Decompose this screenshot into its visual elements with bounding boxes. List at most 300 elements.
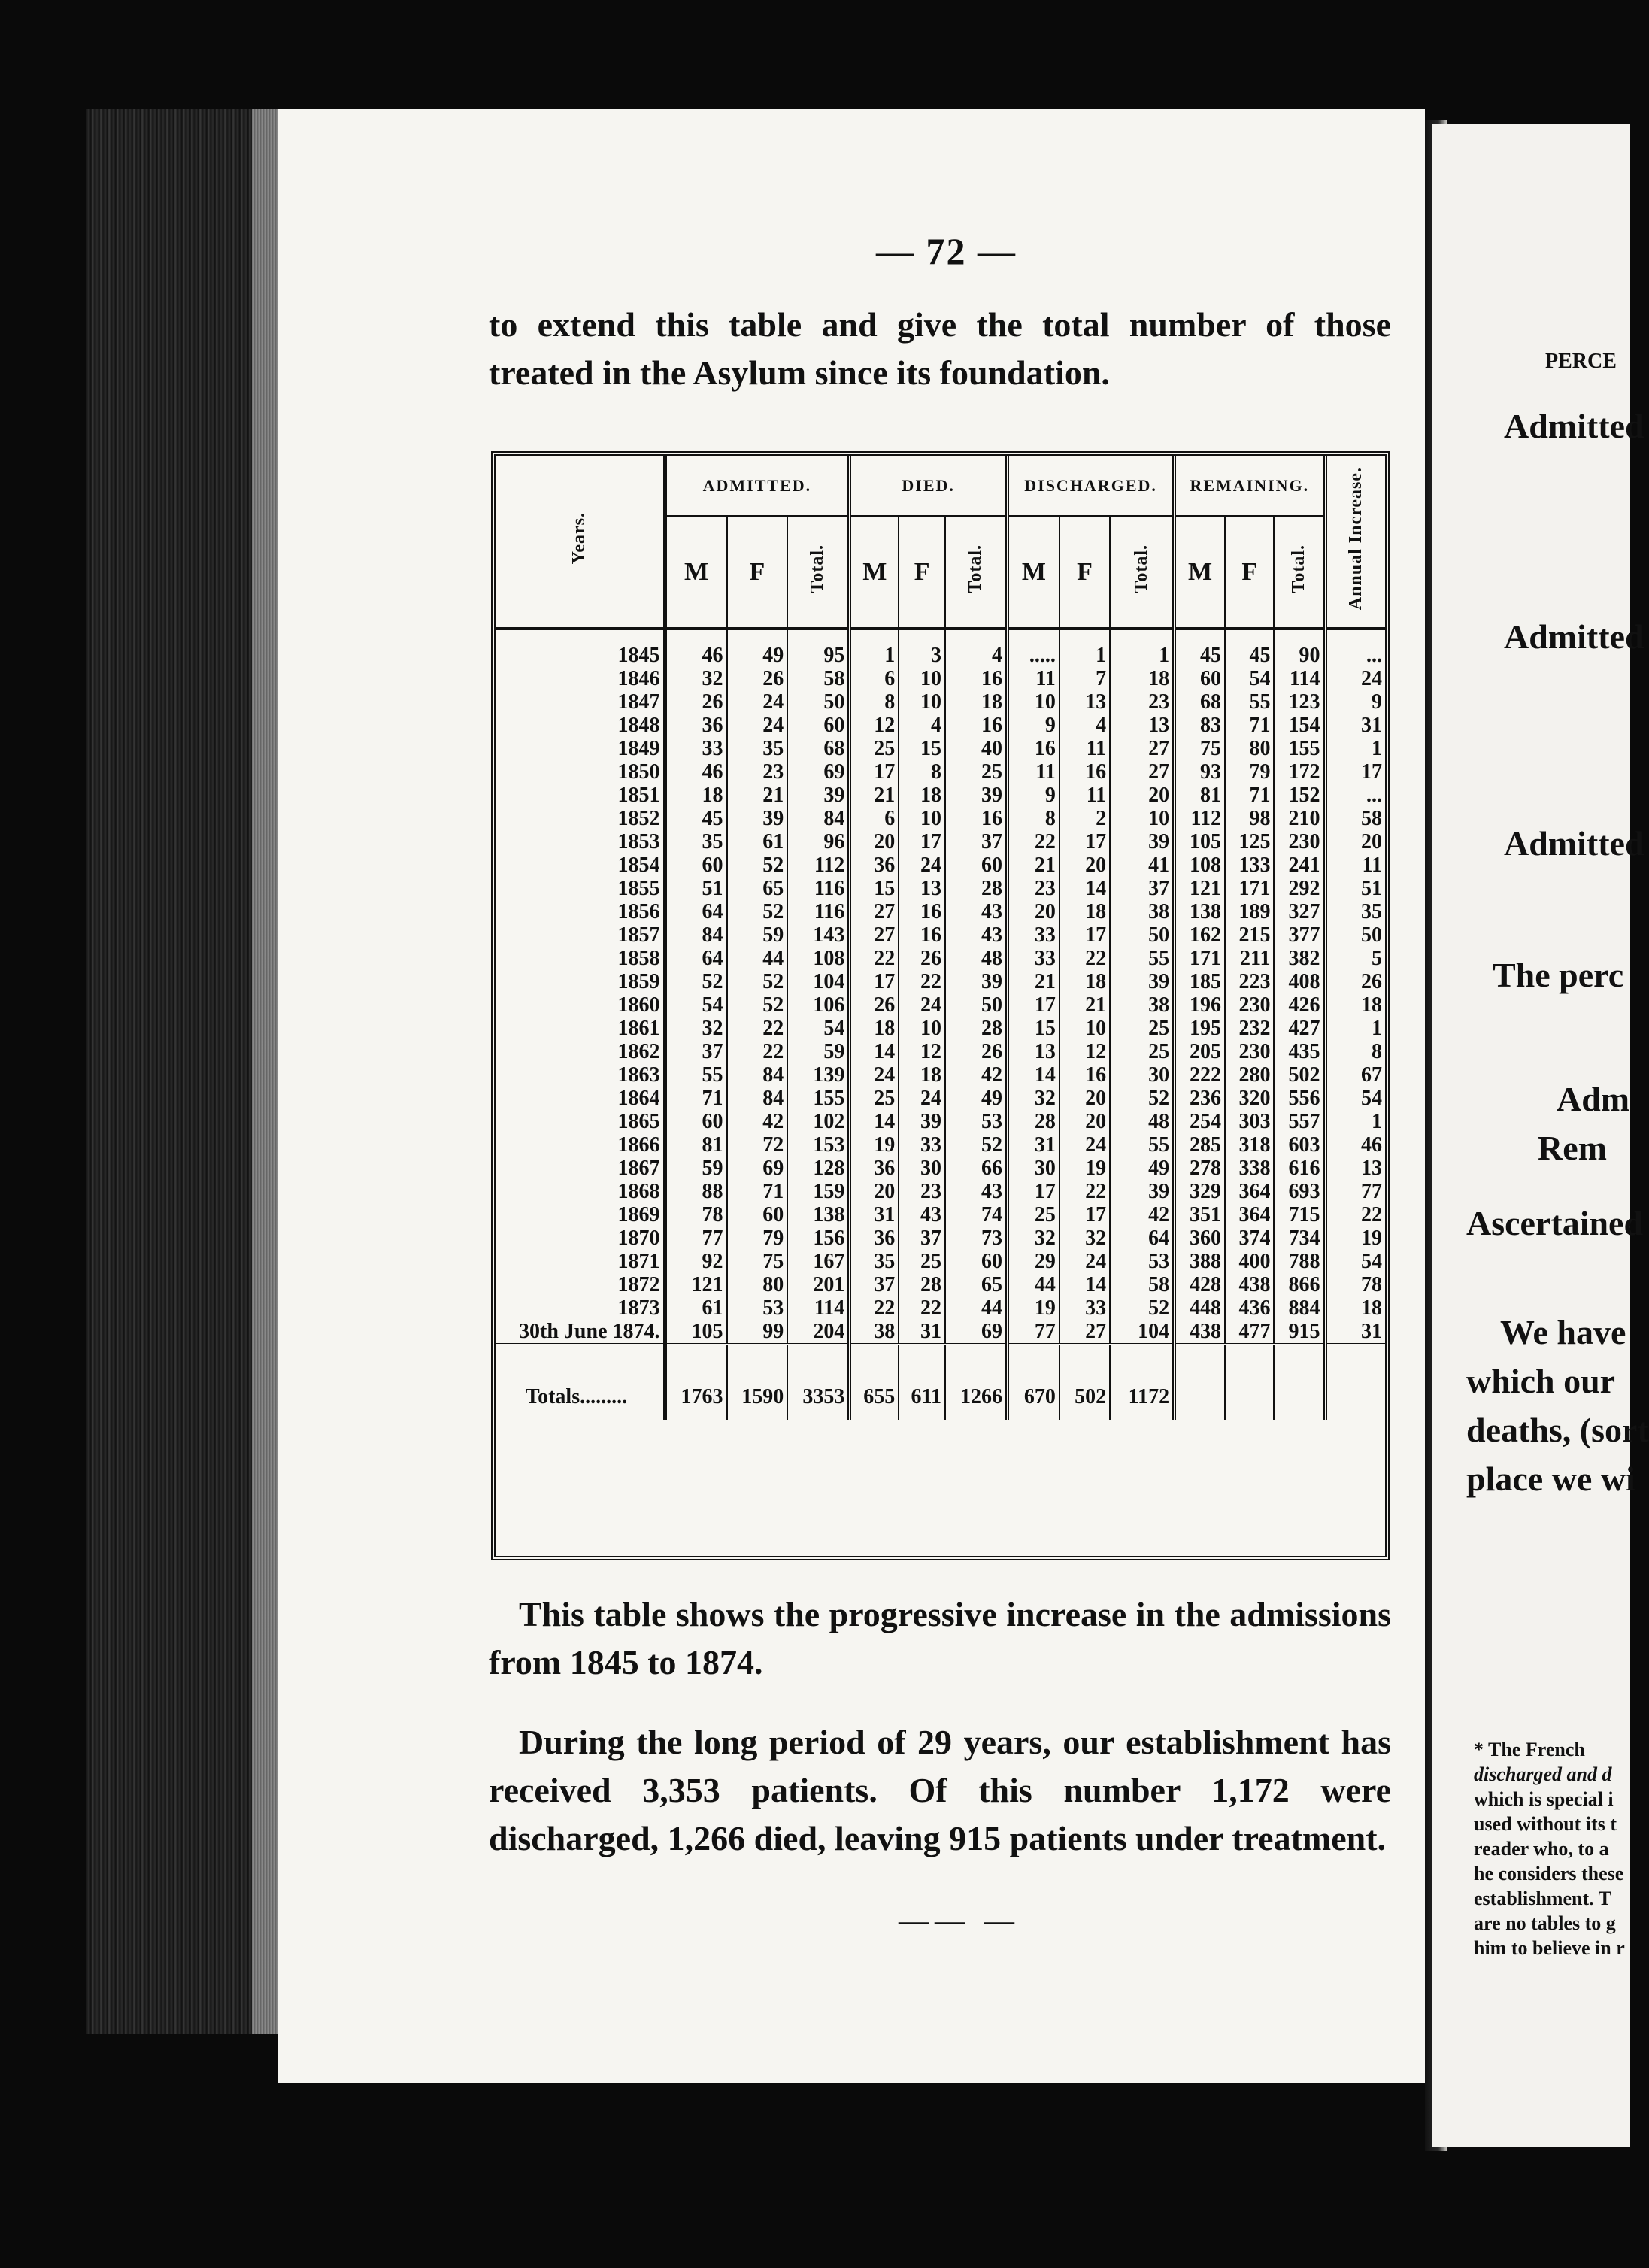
value-cell: 25 — [899, 1250, 945, 1273]
value-cell: 55 — [1225, 690, 1274, 714]
value-cell: 37 — [850, 1273, 899, 1296]
value-cell: 42 — [727, 1110, 788, 1133]
value-cell: 74 — [945, 1203, 1008, 1226]
value-cell: 16 — [899, 923, 945, 947]
year-cell: 1855 — [617, 877, 660, 900]
value-cell: 18 — [945, 690, 1008, 714]
value-cell: 438 — [1175, 1320, 1225, 1345]
value-cell: 78 — [1325, 1273, 1385, 1296]
value-cell: 45 — [665, 807, 727, 830]
value-cell: 23 — [899, 1180, 945, 1203]
value-cell: 20 — [1325, 830, 1385, 854]
value-cell: 448 — [1175, 1296, 1225, 1320]
value-cell: 33 — [899, 1133, 945, 1157]
value-cell: 50 — [787, 690, 850, 714]
value-cell: 106 — [787, 993, 850, 1017]
year-cell: 1868 — [617, 1180, 660, 1203]
table-row — [496, 1063, 1385, 1087]
value-cell: 32 — [1008, 1087, 1059, 1110]
value-cell: 17 — [1008, 993, 1059, 1017]
value-cell: 71 — [1225, 784, 1274, 807]
value-cell: 254 — [1175, 1110, 1225, 1133]
value-cell: 19 — [1008, 1296, 1059, 1320]
value-cell: 159 — [787, 1180, 850, 1203]
value-cell: 8 — [850, 690, 899, 714]
value-cell: 8 — [1325, 1040, 1385, 1063]
value-cell: 50 — [1325, 923, 1385, 947]
value-cell: 189 — [1225, 900, 1274, 923]
value-cell: 61 — [665, 1296, 727, 1320]
year-cell: 1872 — [617, 1273, 660, 1296]
value-cell: 52 — [727, 970, 788, 993]
value-cell: 20 — [1059, 1110, 1110, 1133]
value-cell: 16 — [945, 714, 1008, 737]
year-cell: 1864 — [617, 1087, 660, 1110]
right-page-heading: PERCE — [1545, 350, 1617, 373]
value-cell: 18 — [1059, 970, 1110, 993]
value-cell: 6 — [850, 807, 899, 830]
table-row — [496, 690, 1385, 714]
value-cell: 26 — [945, 1040, 1008, 1063]
value-cell: 36 — [850, 854, 899, 877]
value-cell: 205 — [1175, 1040, 1225, 1063]
value-cell: 11 — [1059, 784, 1110, 807]
table-row — [496, 737, 1385, 760]
value-cell: 77 — [1325, 1180, 1385, 1203]
value-cell: 155 — [1274, 737, 1325, 760]
value-cell: 327 — [1274, 900, 1325, 923]
value-cell: 11 — [1059, 737, 1110, 760]
value-cell: 185 — [1175, 970, 1225, 993]
value-cell: 22 — [1059, 947, 1110, 970]
value-cell: 13 — [1110, 714, 1174, 737]
died-header: DIED. — [850, 456, 1008, 516]
value-cell: 26 — [665, 690, 727, 714]
value-cell: 31 — [899, 1320, 945, 1345]
value-cell: 39 — [1110, 970, 1174, 993]
year-cell: 1861 — [617, 1017, 660, 1040]
year-cell: 1871 — [617, 1250, 660, 1273]
value-cell: 18 — [1110, 667, 1174, 690]
value-cell: 382 — [1274, 947, 1325, 970]
value-cell: 18 — [899, 784, 945, 807]
value-cell: 31 — [1325, 1320, 1385, 1345]
value-cell: 10 — [899, 690, 945, 714]
value-cell: 2 — [1059, 807, 1110, 830]
right-page-line: Ascertained — [1466, 1204, 1644, 1242]
value-cell: 48 — [945, 947, 1008, 970]
value-cell: 39 — [945, 970, 1008, 993]
value-cell: 38 — [850, 1320, 899, 1345]
value-cell: 236 — [1175, 1087, 1225, 1110]
right-page — [1432, 124, 1649, 2147]
value-cell: 4 — [1059, 714, 1110, 737]
value-cell: 84 — [787, 807, 850, 830]
value-cell: 14 — [1059, 1273, 1110, 1296]
value-cell: 50 — [945, 993, 1008, 1017]
value-cell: 39 — [899, 1110, 945, 1133]
year-cell: 1857 — [617, 923, 660, 947]
value-cell: 93 — [1175, 760, 1225, 784]
value-cell: 19 — [1325, 1226, 1385, 1250]
value-cell: 22 — [899, 970, 945, 993]
value-cell: 16 — [945, 807, 1008, 830]
value-cell: 25 — [1110, 1017, 1174, 1040]
value-cell: 98 — [1225, 807, 1274, 830]
value-cell: 54 — [1225, 667, 1274, 690]
value-cell: 31 — [850, 1203, 899, 1226]
admitted-m-header: M — [665, 516, 727, 629]
value-cell: 52 — [1110, 1296, 1174, 1320]
value-cell: 27 — [1059, 1320, 1110, 1345]
value-cell: 139 — [787, 1063, 850, 1087]
value-cell: 81 — [1175, 784, 1225, 807]
value-cell: 241 — [1274, 854, 1325, 877]
value-cell: 10 — [1059, 1017, 1110, 1040]
value-cell: 22 — [1059, 1180, 1110, 1203]
year-cell: 1866 — [617, 1133, 660, 1157]
value-cell: 10 — [1008, 690, 1059, 714]
years-header: Years. — [496, 456, 665, 629]
value-cell: 64 — [1110, 1226, 1174, 1250]
value-cell: 19 — [1059, 1157, 1110, 1180]
year-cell: 1847 — [617, 690, 660, 714]
book-page-edges — [86, 109, 282, 2034]
value-cell: 18 — [850, 1017, 899, 1040]
value-cell: 108 — [1175, 854, 1225, 877]
table-row — [496, 1017, 1385, 1040]
admitted-total-header: Total. — [787, 516, 850, 629]
value-cell: 54 — [665, 993, 727, 1017]
value-cell: 16 — [1059, 760, 1110, 784]
value-cell: 320 — [1225, 1087, 1274, 1110]
value-cell: 18 — [1325, 1296, 1385, 1320]
value-cell: 25 — [1110, 1040, 1174, 1063]
table-row — [496, 629, 1385, 667]
value-cell: 25 — [850, 737, 899, 760]
value-cell: 125 — [1225, 830, 1274, 854]
value-cell: 10 — [899, 1017, 945, 1040]
value-cell: 11 — [1325, 854, 1385, 877]
value-cell: 31 — [1008, 1133, 1059, 1157]
value-cell: 1 — [1325, 737, 1385, 760]
value-cell: 4 — [945, 629, 1008, 667]
value-cell: 58 — [787, 667, 850, 690]
value-cell: 138 — [1175, 900, 1225, 923]
value-cell: 80 — [727, 1273, 788, 1296]
remaining-header: REMAINING. — [1175, 456, 1325, 516]
value-cell: 22 — [727, 1017, 788, 1040]
value-cell: 428 — [1175, 1273, 1225, 1296]
value-cell: 388 — [1175, 1250, 1225, 1273]
value-cell: 17 — [899, 830, 945, 854]
table-row — [496, 1157, 1385, 1180]
remaining-total-header: Total. — [1274, 516, 1325, 629]
table-row — [496, 667, 1385, 690]
year-cell: 1865 — [617, 1110, 660, 1133]
value-cell: 67 — [1325, 1063, 1385, 1087]
value-cell: 351 — [1175, 1203, 1225, 1226]
value-cell: 15 — [1008, 1017, 1059, 1040]
value-cell: 52 — [1110, 1087, 1174, 1110]
value-cell: 24 — [899, 1087, 945, 1110]
value-cell: 7 — [1059, 667, 1110, 690]
admitted-f-header: F — [727, 516, 788, 629]
value-cell: 72 — [727, 1133, 788, 1157]
value-cell: 92 — [665, 1250, 727, 1273]
year-cell: 1853 — [617, 830, 660, 854]
value-cell: 52 — [665, 970, 727, 993]
value-cell: 55 — [1110, 947, 1174, 970]
value-cell — [1325, 1345, 1385, 1420]
value-cell: 408 — [1274, 970, 1325, 993]
value-cell: 11 — [1008, 667, 1059, 690]
table-row — [496, 1226, 1385, 1250]
value-cell: 39 — [1110, 1180, 1174, 1203]
table-row — [496, 784, 1385, 807]
value-cell: 114 — [1274, 667, 1325, 690]
value-cell: 51 — [665, 877, 727, 900]
value-cell: 884 — [1274, 1296, 1325, 1320]
value-cell: 278 — [1175, 1157, 1225, 1180]
value-cell: 49 — [727, 629, 788, 667]
value-cell: 24 — [1059, 1250, 1110, 1273]
value-cell: 28 — [899, 1273, 945, 1296]
value-cell: 71 — [727, 1180, 788, 1203]
table-row — [496, 970, 1385, 993]
value-cell: 201 — [787, 1273, 850, 1296]
value-cell: 35 — [727, 737, 788, 760]
value-cell: 84 — [727, 1063, 788, 1087]
value-cell: 26 — [850, 993, 899, 1017]
value-cell: 20 — [1059, 854, 1110, 877]
value-cell: 128 — [787, 1157, 850, 1180]
value-cell: 46 — [665, 629, 727, 667]
year-cell: 1854 — [617, 854, 660, 877]
value-cell: 557 — [1274, 1110, 1325, 1133]
value-cell: 30 — [1008, 1157, 1059, 1180]
value-cell: 73 — [945, 1226, 1008, 1250]
value-cell: 232 — [1225, 1017, 1274, 1040]
value-cell: 105 — [665, 1320, 727, 1345]
value-cell: 162 — [1175, 923, 1225, 947]
value-cell: 23 — [1110, 690, 1174, 714]
value-cell: 26 — [899, 947, 945, 970]
year-cell: 30th June 1874. — [519, 1320, 660, 1343]
value-cell: 75 — [1175, 737, 1225, 760]
died-total-header: Total. — [945, 516, 1008, 629]
value-cell: 1763 — [665, 1345, 727, 1420]
year-cell: 1870 — [617, 1226, 660, 1250]
value-cell: 13 — [1325, 1157, 1385, 1180]
value-cell: 360 — [1175, 1226, 1225, 1250]
value-cell: 37 — [945, 830, 1008, 854]
table-row — [496, 1133, 1385, 1157]
year-cell: 1848 — [617, 714, 660, 737]
value-cell: 19 — [850, 1133, 899, 1157]
value-cell: 60 — [1175, 667, 1225, 690]
value-cell: 104 — [1110, 1320, 1174, 1345]
value-cell: 21 — [1059, 993, 1110, 1017]
value-cell: 10 — [1110, 807, 1174, 830]
value-cell: 32 — [1008, 1226, 1059, 1250]
value-cell: 22 — [1325, 1203, 1385, 1226]
value-cell: 9 — [1008, 714, 1059, 737]
table-row — [496, 1273, 1385, 1296]
value-cell: 75 — [727, 1250, 788, 1273]
value-cell: 65 — [945, 1273, 1008, 1296]
value-cell: 17 — [1059, 1203, 1110, 1226]
value-cell: ... — [1325, 784, 1385, 807]
value-cell: 78 — [665, 1203, 727, 1226]
value-cell: 12 — [1059, 1040, 1110, 1063]
paragraph-intro: to extend this table and give the total number of those treated in the Asylum since its foundation. — [489, 305, 1391, 392]
value-cell: 52 — [727, 900, 788, 923]
value-cell: 38 — [1110, 900, 1174, 923]
value-cell: 10 — [899, 807, 945, 830]
value-cell: 866 — [1274, 1273, 1325, 1296]
value-cell: 17 — [1059, 923, 1110, 947]
value-cell: 59 — [665, 1157, 727, 1180]
value-cell: 60 — [945, 854, 1008, 877]
value-cell: 230 — [1225, 993, 1274, 1017]
value-cell: 31 — [1325, 714, 1385, 737]
discharged-f-header: F — [1059, 516, 1110, 629]
value-cell: 734 — [1274, 1226, 1325, 1250]
value-cell: 204 — [787, 1320, 850, 1345]
value-cell: 280 — [1225, 1063, 1274, 1087]
value-cell: 616 — [1274, 1157, 1325, 1180]
right-page-line: Admitted — [1504, 824, 1644, 863]
value-cell: 44 — [945, 1296, 1008, 1320]
value-cell: 114 — [787, 1296, 850, 1320]
value-cell: 36 — [665, 714, 727, 737]
value-cell: 112 — [1175, 807, 1225, 830]
year-cell: 1850 — [617, 760, 660, 784]
value-cell: 79 — [1225, 760, 1274, 784]
value-cell: 52 — [727, 854, 788, 877]
value-cell: 83 — [1175, 714, 1225, 737]
year-cell: 1856 — [617, 900, 660, 923]
value-cell: 1 — [1110, 629, 1174, 667]
value-cell: 26 — [727, 667, 788, 690]
value-cell: 43 — [899, 1203, 945, 1226]
value-cell: 21 — [1008, 854, 1059, 877]
died-m-header: M — [850, 516, 899, 629]
admitted-header: ADMITTED. — [665, 456, 850, 516]
year-cell: 1849 — [617, 737, 660, 760]
value-cell: 23 — [1008, 877, 1059, 900]
value-cell: 15 — [850, 877, 899, 900]
value-cell: 49 — [945, 1087, 1008, 1110]
value-cell: 32 — [665, 1017, 727, 1040]
value-cell: 112 — [787, 854, 850, 877]
value-cell: 26 — [1325, 970, 1385, 993]
year-cell: 1860 — [617, 993, 660, 1017]
value-cell: 41 — [1110, 854, 1174, 877]
value-cell: 18 — [665, 784, 727, 807]
value-cell: 48 — [1110, 1110, 1174, 1133]
value-cell: 20 — [1008, 900, 1059, 923]
value-cell: 69 — [727, 1157, 788, 1180]
value-cell: 195 — [1175, 1017, 1225, 1040]
value-cell: 436 — [1225, 1296, 1274, 1320]
value-cell: 54 — [1325, 1087, 1385, 1110]
value-cell: 88 — [665, 1180, 727, 1203]
value-cell: 438 — [1225, 1273, 1274, 1296]
value-cell — [1274, 1345, 1325, 1420]
value-cell: 53 — [727, 1296, 788, 1320]
value-cell: 11 — [1008, 760, 1059, 784]
value-cell: 24 — [850, 1063, 899, 1087]
value-cell: 292 — [1274, 877, 1325, 900]
value-cell: 121 — [665, 1273, 727, 1296]
value-cell: 435 — [1274, 1040, 1325, 1063]
value-cell: 123 — [1274, 690, 1325, 714]
value-cell: 53 — [945, 1110, 1008, 1133]
value-cell: 374 — [1225, 1226, 1274, 1250]
value-cell: 17 — [850, 970, 899, 993]
value-cell: 61 — [727, 830, 788, 854]
value-cell: 13 — [899, 877, 945, 900]
value-cell: 21 — [850, 784, 899, 807]
value-cell: 25 — [850, 1087, 899, 1110]
discharged-m-header: M — [1008, 516, 1059, 629]
right-page-line: Admitted — [1504, 407, 1644, 445]
value-cell: 105 — [1175, 830, 1225, 854]
value-cell: 400 — [1225, 1250, 1274, 1273]
value-cell: 71 — [1225, 714, 1274, 737]
value-cell: 1 — [1325, 1017, 1385, 1040]
value-cell: 33 — [665, 737, 727, 760]
year-cell: 1851 — [617, 784, 660, 807]
value-cell: 27 — [850, 923, 899, 947]
value-cell: 36 — [850, 1157, 899, 1180]
value-cell: 116 — [787, 900, 850, 923]
table-row — [496, 900, 1385, 923]
value-cell: 43 — [945, 923, 1008, 947]
value-cell: 18 — [899, 1063, 945, 1087]
table-row — [496, 1203, 1385, 1226]
value-cell: 60 — [665, 854, 727, 877]
value-cell: 90 — [1274, 629, 1325, 667]
table-row — [496, 1250, 1385, 1273]
value-cell: 788 — [1274, 1250, 1325, 1273]
value-cell: 39 — [1110, 830, 1174, 854]
table-row — [496, 1110, 1385, 1133]
value-cell: 210 — [1274, 807, 1325, 830]
right-page-line: which our — [1466, 1362, 1616, 1400]
value-cell: 24 — [899, 854, 945, 877]
value-cell: 9 — [1325, 690, 1385, 714]
table-row — [496, 1087, 1385, 1110]
value-cell: 40 — [945, 737, 1008, 760]
table-row — [496, 1296, 1385, 1320]
value-cell: 12 — [899, 1040, 945, 1063]
value-cell: 364 — [1225, 1180, 1274, 1203]
value-cell: 55 — [1110, 1133, 1174, 1157]
value-cell: 59 — [787, 1040, 850, 1063]
totals-row — [496, 1345, 1385, 1420]
value-cell: 171 — [1225, 877, 1274, 900]
statistics-table-frame — [491, 451, 1390, 1560]
value-cell: 60 — [787, 714, 850, 737]
value-cell: 35 — [665, 830, 727, 854]
value-cell: 20 — [1110, 784, 1174, 807]
value-cell: 32 — [665, 667, 727, 690]
value-cell: 670 — [1008, 1345, 1059, 1420]
value-cell: 14 — [1059, 877, 1110, 900]
